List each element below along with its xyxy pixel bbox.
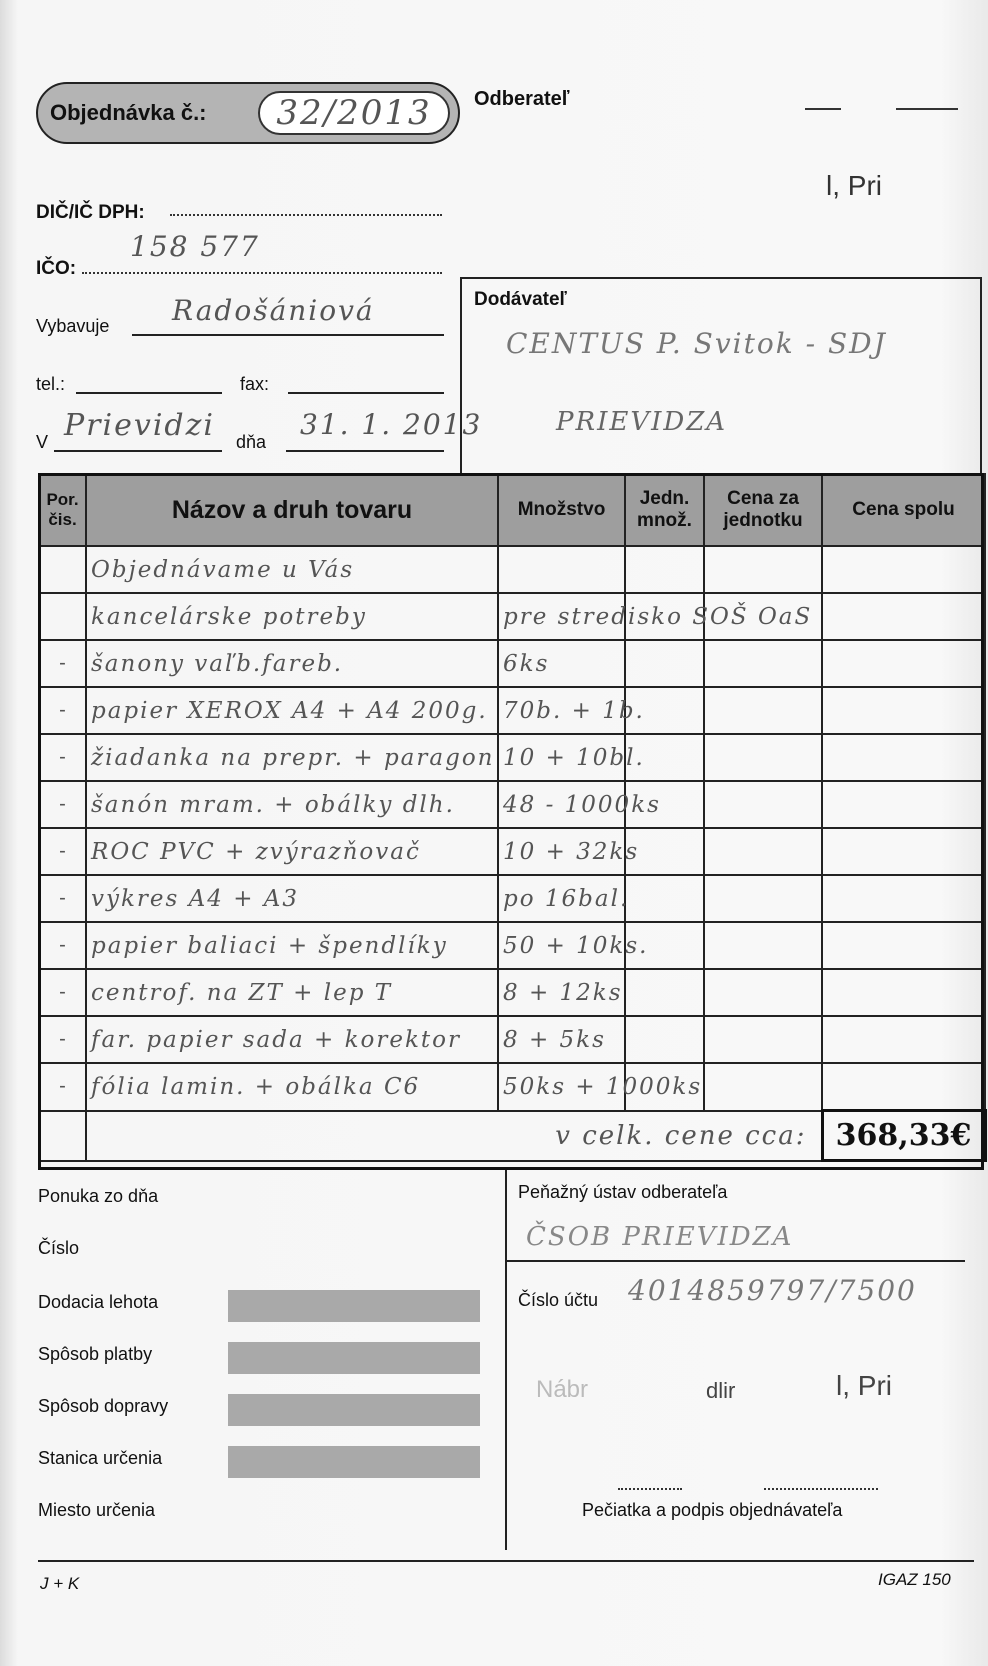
quantity-cell: 50 + 10ks. [498,922,625,969]
delivery-shade [228,1290,480,1322]
supplier-line1: CENTUS P. Svitok - SDJ [506,327,887,360]
bank-value: ČSOB PRIEVIDZA [526,1222,794,1252]
row-number-cell: - [39,687,86,734]
bank-label: Peňažný ústav odberateľa [518,1182,728,1202]
date-value: 31. 1. 2013 [300,408,483,441]
supplier-label: Dodávateľ [474,289,567,310]
total-price-cell [822,546,985,593]
items-table [38,473,987,1162]
row-number-cell: - [39,922,86,969]
item-name-cell: papier XEROX A4 + A4 200g. [86,687,498,734]
unit-cell [625,546,704,593]
payment-label: Spôsob platby [38,1344,153,1364]
row-number-cell [39,593,86,640]
customer-stamp-fragment: l, Pri [826,170,882,201]
quantity-cell: 50ks + 1000ks [498,1063,625,1111]
item-name-cell: fólia lamin. + obálka C6 [86,1063,498,1111]
footer-left: J + K [40,1574,80,1593]
stamp-fragment-1: Nábr [536,1376,589,1403]
total-price-cell [822,593,985,640]
header-por-cis: Por. čis. [39,474,86,546]
table-row [39,922,985,969]
header-cena-spolu: Cena spolu [822,474,985,546]
date-label: dňa [236,432,267,452]
supplier-box [460,277,982,473]
fax-label: fax: [240,374,270,394]
item-name-cell: far. papier sada + korektor [86,1016,498,1063]
table-row [39,546,985,593]
header-jedn-mnoz: Jedn. množ. [625,474,704,546]
total-price-cell [822,734,985,781]
offer-label: Ponuka zo dňa [38,1186,159,1206]
header-mnozstvo: Množstvo [498,474,625,546]
unit-price-cell [704,875,822,922]
place-label: V [36,432,49,452]
unit-price-cell [704,734,822,781]
total-price-cell [822,640,985,687]
place-value: Prievidzi [64,408,216,443]
row-number-cell: - [39,969,86,1016]
number-label: Číslo [38,1238,80,1258]
header-nazov: Názov a druh tovaru [86,474,498,546]
total-label: v celk. cene cca: [86,1111,822,1161]
quantity-cell: 48 - 1000ks [498,781,625,828]
total-price-cell [822,875,985,922]
issued-by-value: Radošániová [172,294,375,327]
tel-line [76,392,222,394]
transport-shade [228,1394,480,1426]
bottom-divider [505,1170,507,1550]
total-price-cell [822,1016,985,1063]
total-price-cell [822,781,985,828]
row-number-cell: - [39,781,86,828]
transport-label: Spôsob dopravy [38,1396,169,1416]
quantity-cell: 8 + 12ks [498,969,625,1016]
item-name-cell: žiadanka na prepr. + paragon [86,734,498,781]
table-row [39,734,985,781]
issued-by-label: Vybavuje [36,316,110,336]
signature-label: Pečiatka a podpis objednávateľa [582,1500,843,1520]
item-name-cell: centrof. na ZT + lep T [86,969,498,1016]
quantity-cell: po 16bal. [498,875,625,922]
row-number-cell [39,546,86,593]
stamp-fragment-3: l, Pri [836,1370,892,1401]
station-label: Stanica určenia [38,1448,163,1468]
unit-cell [625,875,704,922]
item-name-cell: Objednávame u Vás [86,546,498,593]
date-line [286,450,444,452]
quantity-cell [498,546,625,593]
total-price-cell [822,687,985,734]
delivery-label: Dodacia lehota [38,1292,159,1312]
stamp-fragment-2: dlir [706,1378,736,1403]
item-name-cell: ROC PVC + zvýrazňovač [86,828,498,875]
total-price-cell [822,969,985,1016]
item-name-cell: papier baliaci + špendlíky [86,922,498,969]
unit-price-cell [704,687,822,734]
total-row [39,1111,985,1161]
unit-price-cell [704,640,822,687]
quantity-cell: 70b. + 1b. [498,687,625,734]
issued-by-line [132,334,444,336]
place-line [54,450,222,452]
customer-line-1 [805,108,841,110]
customer-label: Odberateľ [474,88,570,110]
ico-value: 158 577 [130,230,260,263]
row-number-cell: - [39,828,86,875]
table-row [39,593,985,640]
quantity-cell: 8 + 5ks [498,1016,625,1063]
unit-cell [625,1016,704,1063]
row-number-cell: - [39,734,86,781]
row-number-cell: - [39,1063,86,1111]
item-name-cell: šanony vaľb.fareb. [86,640,498,687]
unit-price-cell [704,969,822,1016]
ico-label: IČO: [36,258,77,279]
unit-price-cell [704,1016,822,1063]
total-value: 368,33€ [822,1111,985,1161]
quantity-cell: 6ks [498,640,625,687]
row-number-cell: - [39,875,86,922]
table-row [39,875,985,922]
table-row [39,640,985,687]
station-shade [228,1446,480,1478]
customer-line-2 [896,108,958,110]
item-name-cell: výkres A4 + A3 [86,875,498,922]
tel-label: tel.: [36,374,66,394]
unit-price-cell [704,546,822,593]
row-number-cell: - [39,640,86,687]
total-price-cell [822,922,985,969]
footer-right: IGAZ 150 [878,1570,951,1589]
unit-cell [625,640,704,687]
dic-line [170,214,442,216]
ico-line [82,272,442,274]
row-number-cell: - [39,1016,86,1063]
table-row [39,781,985,828]
supplier-line2: PRIEVIDZA [556,407,728,437]
item-name-cell: kancelárske potreby [86,593,498,640]
footer-line [38,1560,974,1562]
order-number-value: 32/2013 [258,91,450,135]
quantity-cell: pre stredisko SOŠ OaS [498,593,625,640]
unit-price-cell [704,781,822,828]
table-row [39,969,985,1016]
account-value: 4014859797/7500 [628,1274,917,1307]
table-row [39,1016,985,1063]
unit-cell [625,969,704,1016]
total-price-cell [822,828,985,875]
dic-label: DIČ/IČ DPH: [36,202,145,223]
quantity-cell: 10 + 10bl. [498,734,625,781]
payment-shade [228,1342,480,1374]
table-row [39,828,985,875]
items-body [39,546,985,1161]
bank-underline [505,1260,965,1262]
total-price-cell [822,1063,985,1111]
order-number-box [36,82,460,144]
table-row [39,1063,985,1111]
signature-dots-2 [764,1488,878,1490]
total-empty-cell [39,1111,86,1161]
item-name-cell: šanón mram. + obálky dlh. [86,781,498,828]
unit-price-cell [704,922,822,969]
signature-dots-1 [618,1488,682,1490]
unit-price-cell [704,828,822,875]
fax-line [288,392,444,394]
table-header-row [39,474,985,546]
order-number-label: Objednávka č.: [50,100,207,125]
destination-label: Miesto určenia [38,1500,156,1520]
header-cena-za-jednotku: Cena za jednotku [704,474,822,546]
unit-price-cell [704,1063,822,1111]
table-row [39,687,985,734]
account-label: Číslo účtu [518,1290,599,1310]
quantity-cell: 10 + 32ks [498,828,625,875]
